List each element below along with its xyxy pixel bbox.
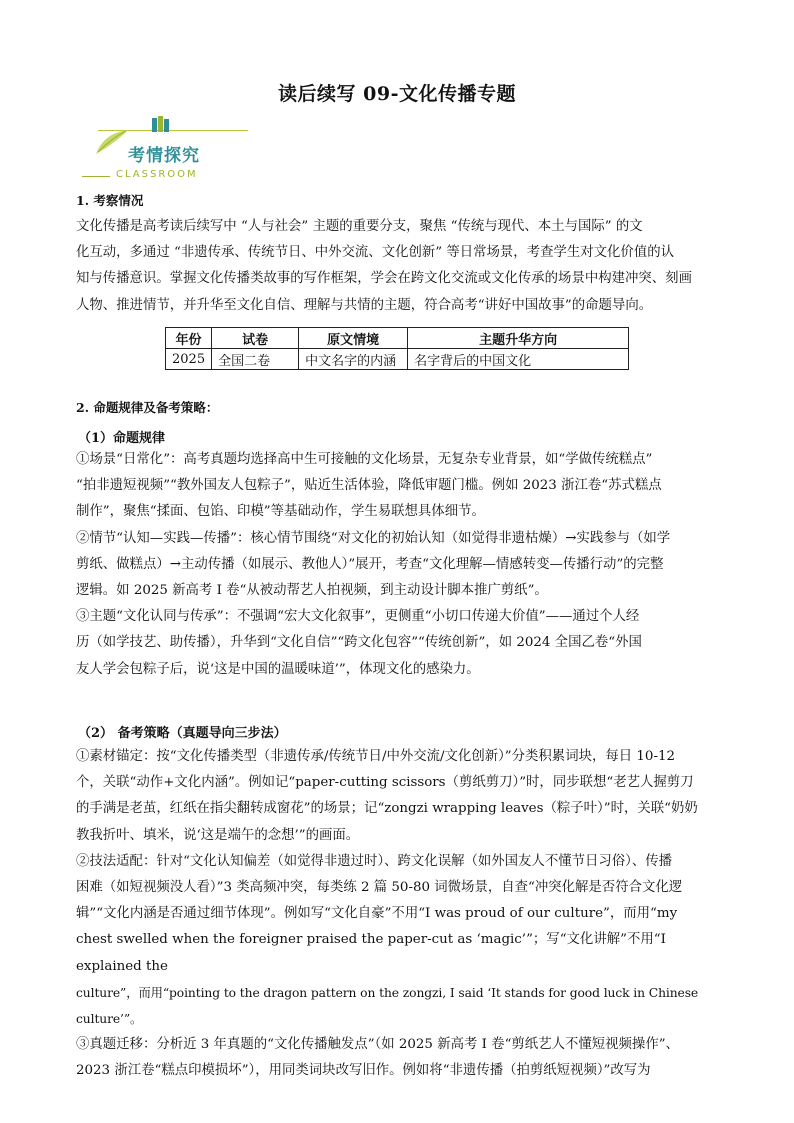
table-row	[166, 349, 629, 370]
paragraph-line: 2023 浙江卷“糕点印模损坏”），用同类词块改写旧作。例如将“非遗传播（拍剪纸短视频）”改写为	[76, 1063, 651, 1079]
logo-sub-divider	[82, 176, 110, 177]
paragraph-line: ①素材锚定：按“文化传播类型（非遗传承/传统节日/中外交流/文化创新）”分类积累词块，每日 10-12	[76, 749, 676, 764]
paragraph-line: 历（如学技艺、助传播），升华到“文化自信”“跨文化包容”“传统创新”，如 2024 全国乙卷“外国	[76, 635, 642, 651]
paragraph-line: culture”，而用“pointing to the dragon pattern on the zongzi, I said ‘It stands for good luck in Chinese culture’”。	[76, 985, 699, 1027]
paragraph-line: 文化传播是高考读后续写中 “人与社会” 主题的重要分支，聚焦 “传统与现代、本土与国际” 的文	[76, 219, 643, 234]
table-header-row	[166, 328, 629, 349]
paragraph-line: 化互动，多通过 “非遗传承、传统节日、中外交流、文化创新” 等日常场景，考查学生对文化价值的认	[76, 245, 674, 261]
paragraph-line: 困难（如短视频没人看）”3 类高频冲突，每类练 2 篇 50-80 词微场景，自查“冲突化解是否符合文化逻	[76, 880, 683, 896]
paragraph-line: 的手满是老茧，红纸在指尖翻转成窗花”的场景；记“zongzi wrapping leaves（粽子叶）”时，关联“奶奶	[76, 801, 698, 817]
sub-heading: （1）命题规律	[78, 431, 166, 446]
section-logo	[78, 116, 253, 186]
table-cell: 2025	[166, 349, 212, 370]
paragraph-line: 剪纸、做糕点）→主动传播（如展示、教他人）”展开，考查“文化理解—情感转变—传播行动”的完整	[76, 556, 664, 572]
paragraph-line: 友人学会包粽子后，说‘这是中国的温暖味道’”，体现文化的感染力。	[76, 661, 480, 677]
paragraph-line: 教我折叶、填米，说‘这是端午的念想’”的画面。	[76, 827, 360, 843]
rules-paragraph	[76, 447, 718, 683]
table-header: 年份	[166, 328, 212, 349]
paragraph-line: 知与传播意识。掌握文化传播类故事的写作框架，学会在跨文化交流或文化传承的场景中构建冲突、刻画	[76, 271, 692, 287]
strategy-paragraph	[76, 744, 718, 1085]
paragraph-line: ③真题迁移：分析近 3 年真题的“文化传播触发点”（如 2025 新高考 I 卷“剪纸艺人不懂短视频操作”、	[76, 1037, 679, 1053]
section-heading: 1. 考察情况	[76, 193, 144, 208]
paragraph-line: 个，关联“动作+文化内涵”。例如记“paper-cutting scissors（剪纸剪刀）”时，同步联想“老艺人握剪刀	[76, 775, 694, 791]
books-icon	[152, 116, 172, 132]
leaf-icon	[92, 128, 132, 156]
section-heading: 2. 命题规律及备考策略：	[76, 400, 219, 415]
paragraph-line: ①场景“日常化”：高考真题均选择高中生可接触的文化场景，无复杂专业背景，如“学做传统糕点”	[76, 452, 653, 467]
paragraph-line: ②情节“认知—实践—传播”：核心情节围绕“对文化的初始认知（如觉得非遗枯燥）→实践参与（如学	[76, 530, 671, 546]
paragraph-line: 逻辑。如 2025 新高考 I 卷“从被动帮艺人拍视频，到主动设计脚本推广剪纸”。	[76, 583, 548, 599]
table-header: 试卷	[212, 328, 299, 349]
paragraph-line: 辑”“文化内涵是否通过细节体现”。例如写“文化自豪”不用“I was proud of our culture”，而用“my	[76, 906, 678, 922]
paragraph-line: “拍非遗短视频”“教外国友人包粽子”，贴近生活体验，降低审题门槛。例如 2023 浙江卷“苏式糕点	[76, 478, 662, 494]
table-header: 原文情境	[299, 328, 408, 349]
table-header: 主题升华方向	[408, 328, 629, 349]
table-cell: 中文名字的内涵	[299, 349, 408, 370]
paragraph-line: 制作”，聚焦“揉面、包馅、印模”等基础动作，学生易联想具体细节。	[76, 504, 485, 520]
paragraph-line: ③主题“文化认同与传承”：不强调“宏大文化叙事”，更侧重“小切口传递大价值”——通过个人经	[76, 609, 640, 625]
logo-sub-text: CLASSROOM	[116, 169, 198, 180]
document-title: 读后续写 09-文化传播专题	[278, 83, 516, 105]
sub-heading: （2） 备考策略（真题导向三步法）	[78, 726, 287, 741]
section1-paragraph	[76, 214, 718, 319]
table-cell: 全国二卷	[212, 349, 299, 370]
exam-table	[165, 327, 629, 370]
paragraph-line: ②技法适配：针对“文化认知偏差（如觉得非遗过时）、跨文化误解（如外国友人不懂节日习俗）、传播	[76, 853, 673, 869]
table-cell: 名字背后的中国文化	[408, 349, 629, 370]
paragraph-line: chest swelled when the foreigner praised the paper-cut as ‘magic’”；写“文化讲解”不用“I explained the	[76, 932, 666, 974]
paragraph-line: 人物、推进情节，并升华至文化自信、理解与共情的主题，符合高考“讲好中国故事”的命题导向。	[76, 297, 653, 313]
logo-main-text: 考情探究	[128, 146, 200, 166]
